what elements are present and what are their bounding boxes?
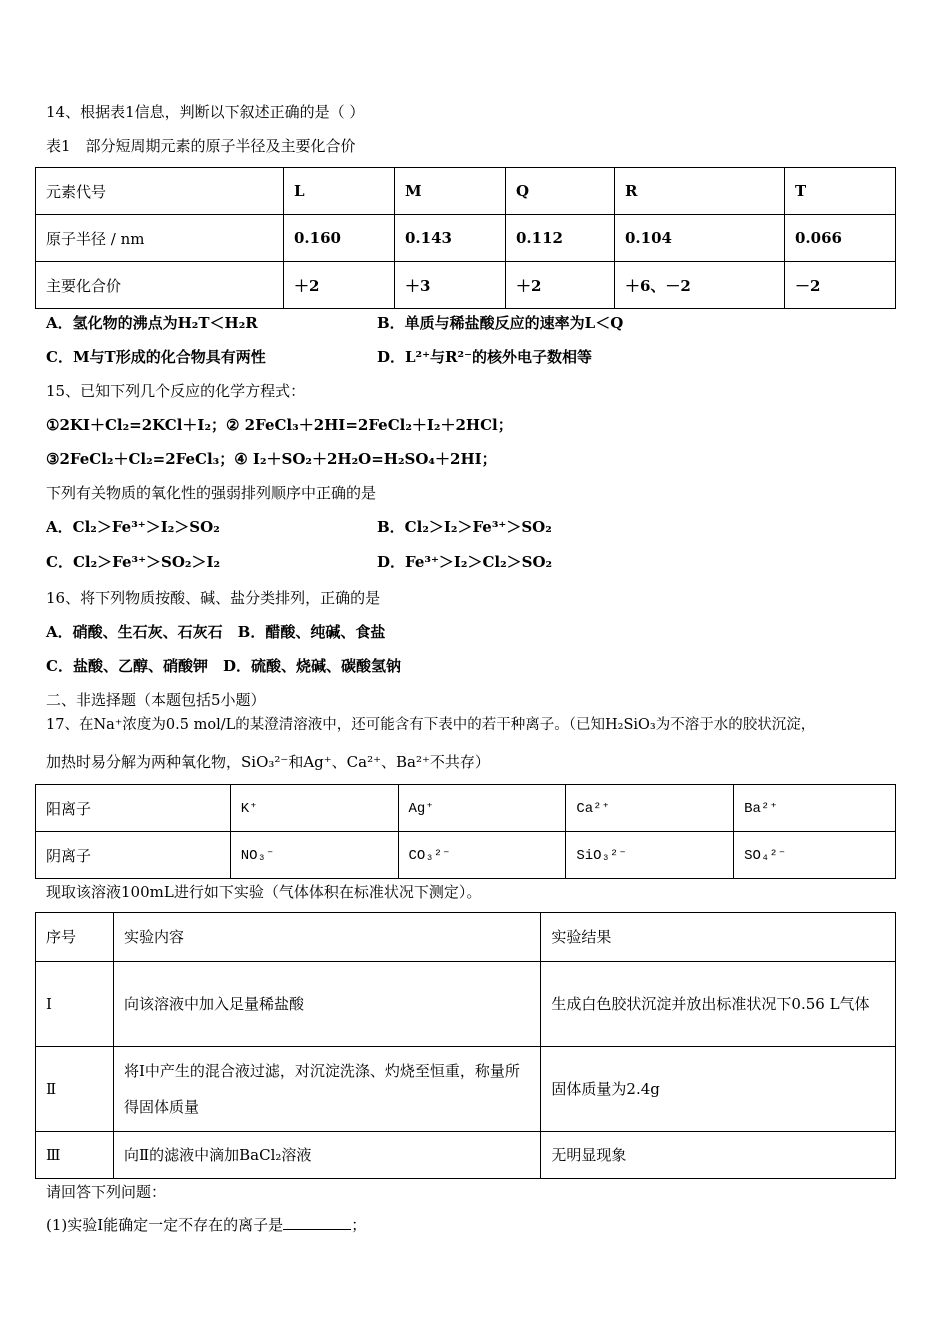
element-table-cell: 原子半径 / nm: [36, 215, 284, 262]
experiment-cell: Ⅱ: [36, 1047, 114, 1132]
q15-eq1: ①2KI＋Cl₂=2KCl＋I₂；② 2FeCl₃＋2HI=2FeCl₂＋I₂＋2HCl；: [46, 416, 513, 434]
element-table-cell: R: [615, 168, 785, 215]
q14-option-c: C．M与T形成的化合物具有两性: [46, 348, 266, 366]
ion-table-cell: SO₄²⁻: [734, 832, 896, 879]
sub-question-1-end: ；: [351, 1216, 367, 1234]
experiment-cell: 固体质量为2.4g: [541, 1047, 896, 1132]
table1-title: 表1 部分短周期元素的原子半径及主要化合价: [46, 137, 356, 155]
sub-question-1: [46, 1215, 366, 1235]
element-table-cell: L: [284, 168, 395, 215]
ion-table: [35, 784, 896, 879]
ion-table-cell: 阳离子: [36, 785, 231, 832]
experiment-cell: 生成白色胶状沉淀并放出标准状况下0.56 L气体: [541, 962, 896, 1047]
ion-table-row: [36, 785, 896, 832]
element-table-cell: ＋2: [506, 262, 615, 309]
element-table-cell: 主要化合价: [36, 262, 284, 309]
q14-stem: 14、根据表1信息，判断以下叙述正确的是（ ）: [46, 103, 365, 121]
q15-option-a: A．Cl₂＞Fe³⁺＞I₂＞SO₂: [46, 518, 220, 536]
section-heading: 二、非选择题（本题包括5小题）: [46, 691, 266, 709]
q15-eq2: ③2FeCl₂＋Cl₂=2FeCl₃；④ I₂＋SO₂＋2H₂O=H₂SO₄＋2HI；: [46, 450, 497, 468]
q16-options-ab: A．硝酸、生石灰、石灰石 B．醋酸、纯碱、食盐: [46, 623, 386, 641]
q15-option-b: B．Cl₂＞I₂＞Fe³⁺＞SO₂: [377, 518, 552, 536]
q14-option-a: A．氢化物的沸点为H₂T＜H₂R: [46, 314, 258, 332]
element-table-cell: M: [395, 168, 506, 215]
element-table-cell: －2: [785, 262, 896, 309]
q16-options-cd: C．盐酸、乙醇、硝酸钾 D．硫酸、烧碱、碳酸氢钠: [46, 657, 401, 675]
ion-table-cell: SiO₃²⁻: [566, 832, 734, 879]
ion-table-cell: K⁺: [230, 785, 398, 832]
experiment-cell: 无明显现象: [541, 1132, 896, 1179]
experiment-cell: 向Ⅱ的滤液中滴加BaCl₂溶液: [113, 1132, 540, 1179]
element-table-cell: ＋6、－2: [615, 262, 785, 309]
q15-question: 下列有关物质的氧化性的强弱排列顺序中正确的是: [46, 484, 377, 502]
sub-question-1-text: (1)实验Ⅰ能确定一定不存在的离子是: [46, 1216, 284, 1234]
element-table-row: [36, 215, 896, 262]
element-table-cell: 0.066: [785, 215, 896, 262]
ion-table-row: [36, 832, 896, 879]
q17-stem-line2: 加热时易分解为两种氧化物，SiO₃²⁻和Ag⁺、Ca²⁺、Ba²⁺不共存）: [46, 753, 490, 771]
q16-stem: 16、将下列物质按酸、碱、盐分类排列，正确的是: [46, 589, 381, 607]
answer-blank[interactable]: [283, 1215, 351, 1230]
experiment-cell: Ⅰ: [36, 962, 114, 1047]
q15-option-d: D．Fe³⁺＞I₂＞Cl₂＞SO₂: [377, 553, 553, 571]
element-table-cell: ＋3: [395, 262, 506, 309]
element-table-row: [36, 168, 896, 215]
experiment-table-header: [36, 913, 896, 962]
ion-table-cell: CO₃²⁻: [398, 832, 566, 879]
ion-table-cell: Ba²⁺: [734, 785, 896, 832]
element-table-cell: 0.112: [506, 215, 615, 262]
experiment-cell: Ⅲ: [36, 1132, 114, 1179]
experiment-cell: 将Ⅰ中产生的混合液过滤，对沉淀洗涤、灼烧至恒重，称量所得固体质量: [113, 1047, 540, 1132]
ion-table-cell: Ag⁺: [398, 785, 566, 832]
element-table-cell: 元素代号: [36, 168, 284, 215]
q15-stem: 15、已知下列几个反应的化学方程式：: [46, 382, 306, 400]
ion-table-cell: 阴离子: [36, 832, 231, 879]
element-table-cell: T: [785, 168, 896, 215]
element-table-cell: 0.104: [615, 215, 785, 262]
header-cell: 实验内容: [113, 913, 540, 962]
experiment-row: [36, 962, 896, 1047]
element-table-cell: 0.160: [284, 215, 395, 262]
experiment-table: [35, 912, 896, 1179]
element-table: [35, 167, 896, 309]
q15-option-c: C．Cl₂＞Fe³⁺＞SO₂＞I₂: [46, 553, 221, 571]
q14-option-b: B．单质与稀盐酸反应的速率为L＜Q: [377, 314, 624, 332]
q14-option-d: D．L²⁺与R²⁻的核外电子数相等: [377, 348, 592, 366]
element-table-row: [36, 262, 896, 309]
ion-table-cell: Ca²⁺: [566, 785, 734, 832]
ion-table-cell: NO₃⁻: [230, 832, 398, 879]
q17-intro: 现取该溶液100mL进行如下实验（气体体积在标准状况下测定）。: [46, 883, 482, 901]
experiment-row: [36, 1132, 896, 1179]
header-cell: 序号: [36, 913, 114, 962]
element-table-cell: ＋2: [284, 262, 395, 309]
answer-prompt: 请回答下列问题：: [46, 1183, 167, 1201]
experiment-cell: 向该溶液中加入足量稀盐酸: [113, 962, 540, 1047]
q17-stem-line1: 17、在Na⁺浓度为0.5 mol/L的某澄清溶液中，还可能含有下表中的若干种离子。（已知H₂SiO₃为不溶于水的胶状沉淀，: [46, 717, 816, 733]
element-table-cell: 0.143: [395, 215, 506, 262]
header-cell: 实验结果: [541, 913, 896, 962]
element-table-cell: Q: [506, 168, 615, 215]
experiment-row: [36, 1047, 896, 1132]
